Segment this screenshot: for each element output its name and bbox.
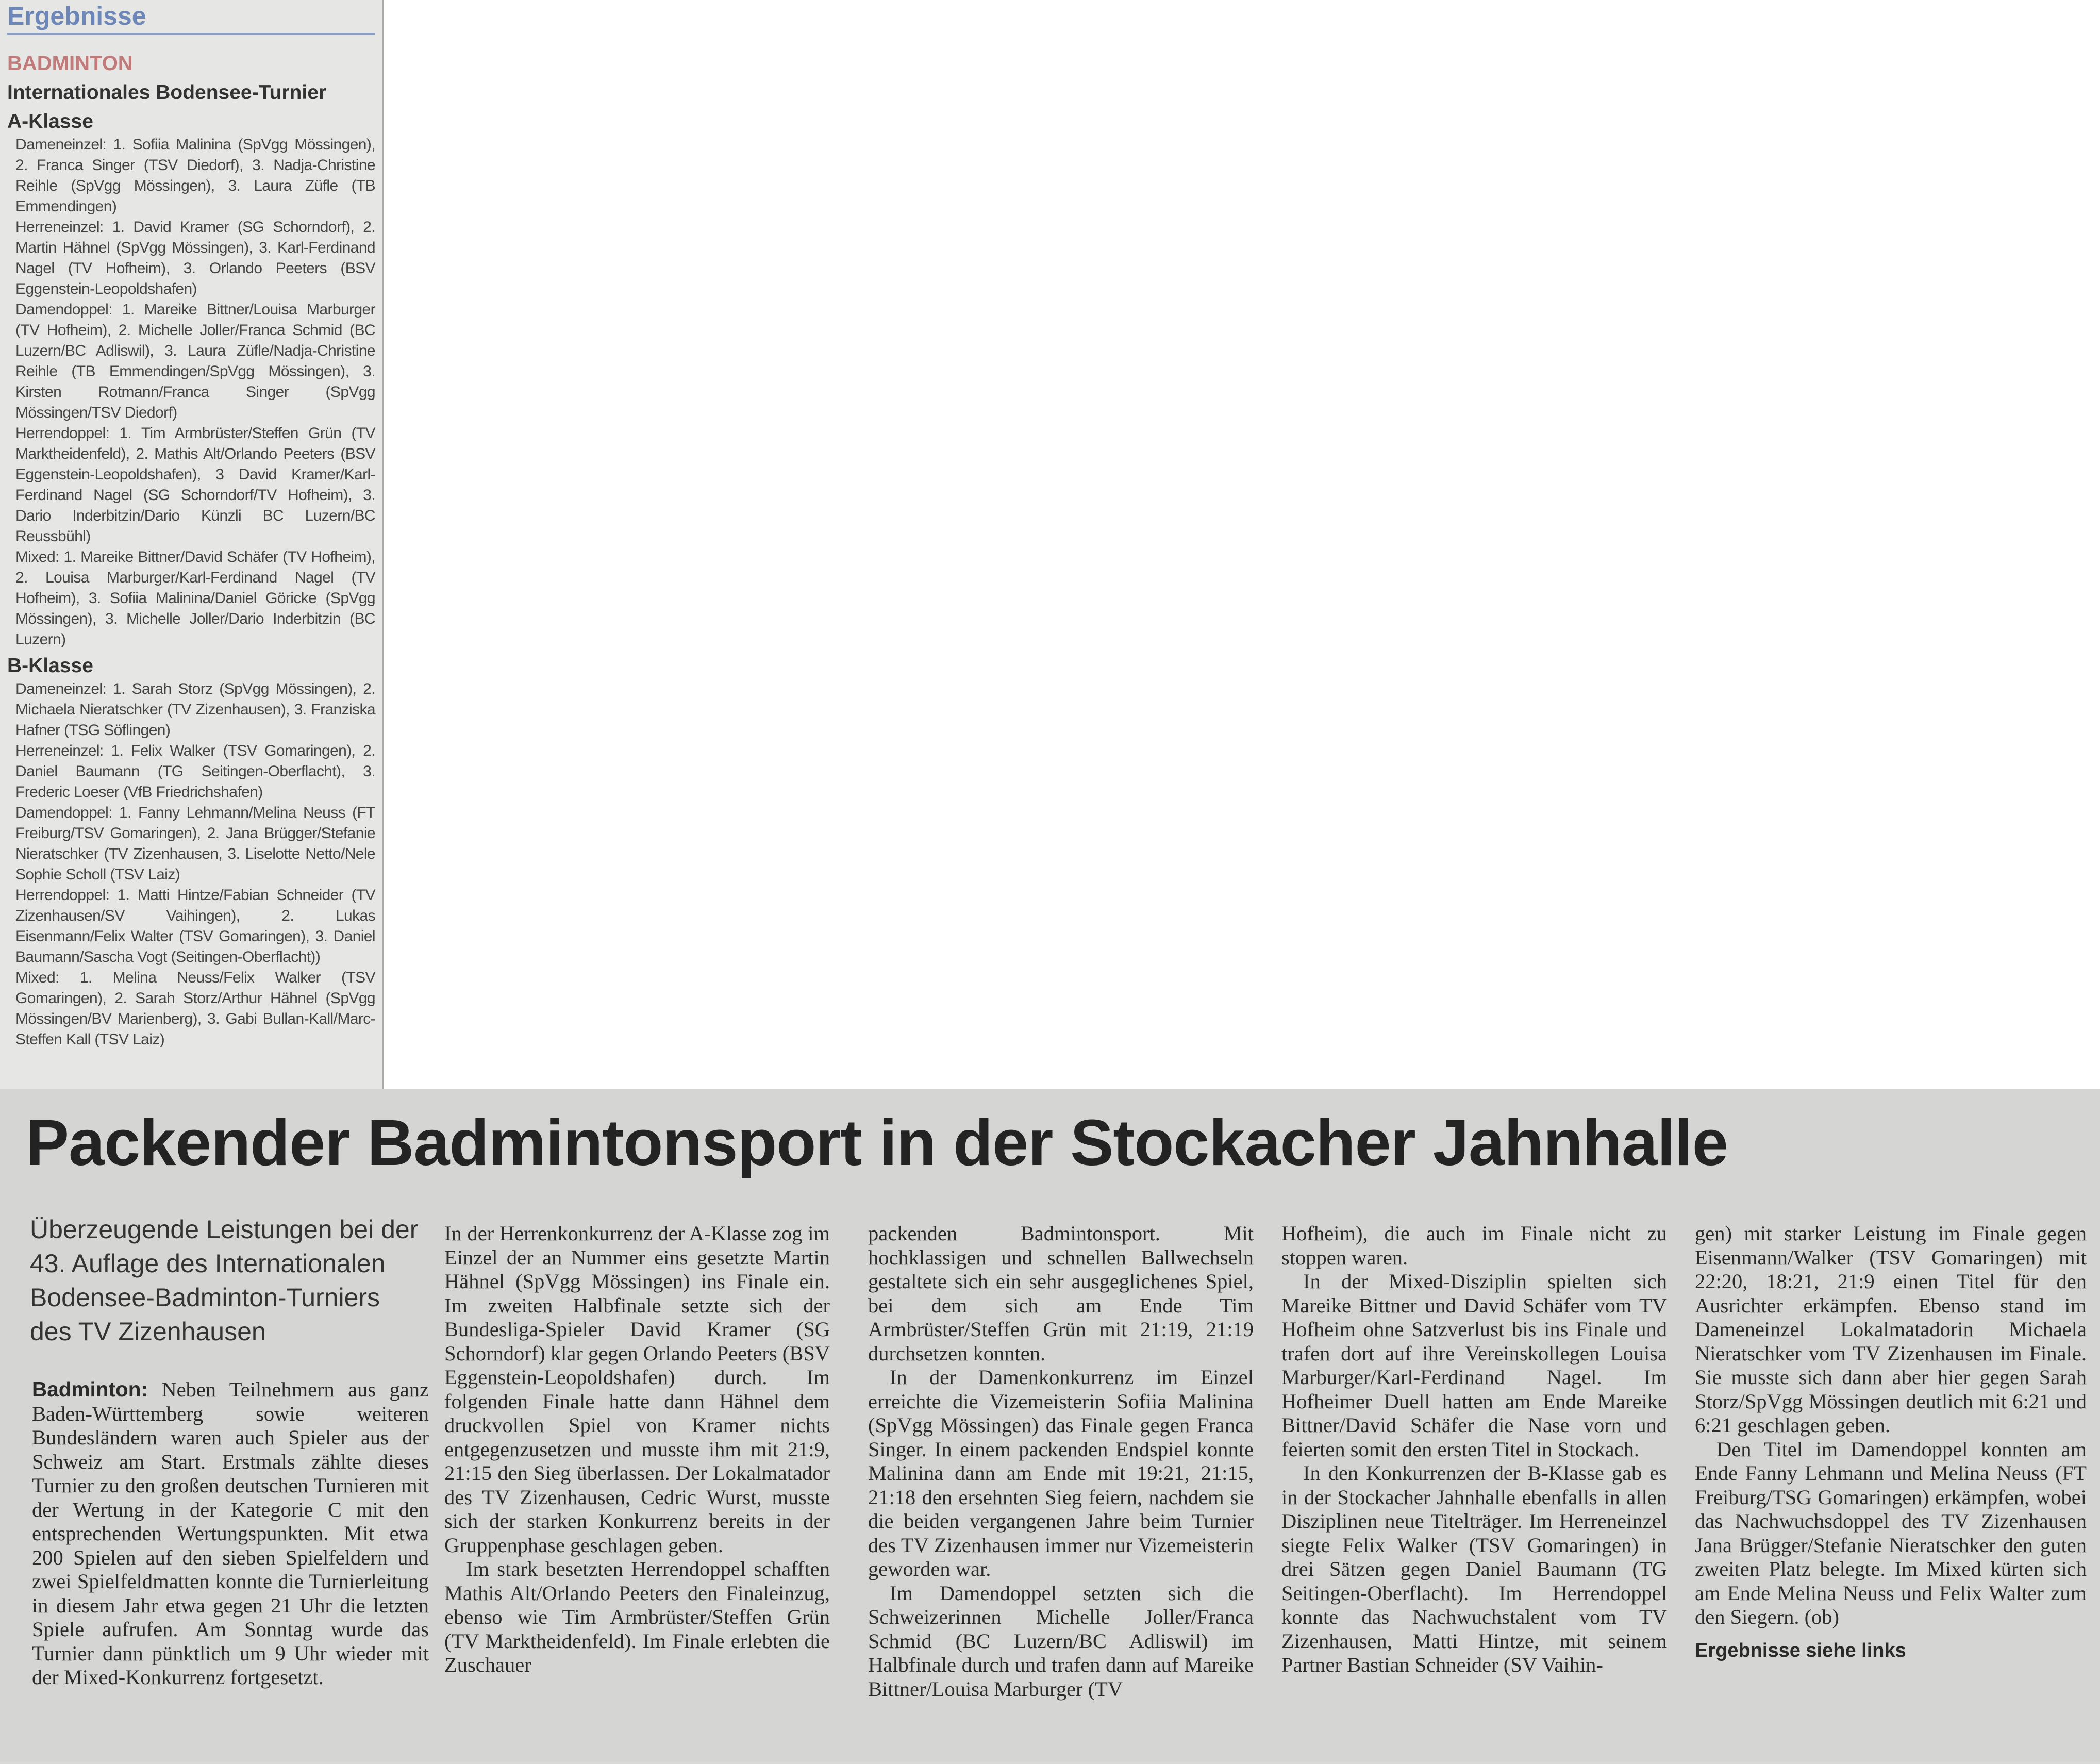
b-class-label: B-Klasse (7, 655, 93, 677)
results-heading: Ergebnisse (7, 2, 146, 30)
paragraph: In der Damenkonkurrenz im Einzel erreichte die Vizemeisterin Sofiia Malinina (SpVgg Mössingen) das Finale gegen Franca Singer. In einem packenden Endspiel konnte Malinina dann am Ende mit 19:21, 21:15, 21:18 den ersehnten Sieg feiern, nachdem sie die beiden vergangenen Jahre beim Turnier des TV Zizenhausen immer nur Vizemeisterin geworden war. (868, 1366, 1254, 1580)
result-entry: Herrendoppel: 1. Matti Hintze/Fabian Schneider (TV Zizenhausen/SV Vaihingen), 2. Lukas Eisenmann/Felix Walter (TSV Gomaringen), 3. Daniel Baumann/Sascha Vogt (Seitingen-Oberflacht)) (15, 887, 375, 966)
result-entry: Mixed: 1. Melina Neuss/Felix Walker (TSV Gomaringen), 2. Sarah Storz/Arthur Hähnel (SpVgg Mössingen/BV Marienberg), 3. Gabi Bullan-Kall/Marc-Steffen Kall (TSV Laiz) (15, 969, 375, 1048)
result-entry: Herrendoppel: 1. Tim Armbrüster/Steffen Grün (TV Marktheidenfeld), 2. Mathis Alt/Orlando Peeters (BSV Eggenstein-Leopoldshafen), 3 David Kramer/Karl-Ferdinand Nagel (SG Schorndorf/TV Hofheim), 3. Dario Inderbitzin/Dario Künzli BC Luzern/BC Reussbühl) (15, 425, 375, 545)
result-entry: Dameneinzel: 1. Sarah Storz (SpVgg Mössingen), 2. Michaela Nieratschker (TV Zizenhausen), 3. Franziska Hafner (TSG Söflingen) (15, 680, 375, 739)
results-column (0, 0, 384, 1089)
article-column-5 (1695, 1222, 2087, 1758)
paragraph: Im Damendoppel setzten sich die Schweizerinnen Michelle Joller/Franca Schmid (BC Luzern/BC Adliswil) im Halbfinale durch und trafen dann auf Mareike Bittner/Louisa Marburger (TV (868, 1581, 1254, 1701)
paragraph: Im stark besetzten Herrendoppel schafften Mathis Alt/Orlando Peeters den Finaleinzug, ebenso wie Tim Armbrüster/Steffen Grün (TV Marktheidenfeld). Im Finale erlebten die Zuschauer (444, 1557, 830, 1676)
lead-label: Badminton: (32, 1377, 148, 1401)
article-column-3 (868, 1222, 1254, 1758)
paragraph: Neben Teilnehmern aus ganz Baden-Württemberg sowie weiteren Bundesländern waren auch Spieler aus der Schweiz am Start. Erstmals zählte dieses Turnier zu den großen deutschen Turnieren mit der Wertung in der Kategorie C mit den entsprechenden Wertungspunkten. Mit etwa 200 Spielen auf den sieben Spielfeldern und zwei Spielfeldmatten konnte die Turnierleitung in diesem Jahr etwa gegen 21 Uhr die letzten Spiele aufrufen. Am Sonntag wurde das Turnier dann pünktlich um 9 Uhr wieder mit der Mixed-Konkurrenz fortgesetzt. (32, 1378, 429, 1689)
paragraph: In der Mixed-Disziplin spielten sich Mareike Bittner und David Schäfer vom TV Hofheim ohne Satzverlust bis ins Finale und trafen dort auf ihre Vereinskollegen Louisa Marburger/Karl-Ferdinand Nagel. Im Hofheimer Duell hatten am Ende Mareike Bittner/David Schäfer die Nase vorn und feierten somit den ersten Titel in Stockach. (1281, 1270, 1667, 1461)
blank-area (384, 0, 2100, 1089)
heading-rule (7, 33, 375, 35)
result-entry: Dameneinzel: 1. Sofiia Malinina (SpVgg Mössingen), 2. Franca Singer (TSV Diedorf), 3. Nadja-Christine Reihle (SpVgg Mössingen), 3. Laura Züfle (TB Emmendingen) (15, 136, 375, 215)
article (0, 1089, 2100, 1762)
result-entry: Herreneinzel: 1. Felix Walker (TSV Gomaringen), 2. Daniel Baumann (TG Seitingen-Oberflacht), 3. Frederic Loeser (VfB Friedrichshafen) (15, 742, 375, 801)
paragraph: Den Titel im Damendoppel konnten am Ende Fanny Lehmann und Melina Neuss (FT Freiburg/TSG Gomaringen) erkämpfen, wobei das Nachwuchsdoppel des TV Zizenhausen Jana Brügger/Stefanie Nieratschker den guten zweiten Platz belegte. Im Mixed kürten sich am Ende Melina Neuss und Felix Walter zum den Siegern. (ob) (1695, 1437, 2087, 1628)
result-entry: Herreneinzel: 1. David Kramer (SG Schorndorf), 2. Martin Hähnel (SpVgg Mössingen), 3. Karl-Ferdinand Nagel (TV Hofheim), 3. Orlando Peeters (BSV Eggenstein-Leopoldshafen) (15, 219, 375, 297)
see-results-note: Ergebnisse siehe links (1695, 1639, 1906, 1661)
paragraph: packenden Badmintonsport. Mit hochklassigen und schnellen Ballwechseln gestaltete sich ein sehr ausgeglichenes Spiel, bei dem sich am Ende Tim Armbrüster/Steffen Grün mit 21:19, 21:19 durchsetzen konnten. (868, 1222, 1254, 1365)
tournament-title: Internationales Bodensee-Turnier (7, 81, 327, 104)
article-column-1 (32, 1377, 429, 1764)
sport-label: BADMINTON (7, 52, 133, 75)
paragraph: In den Konkurrenzen der B-Klasse gab es in der Stockacher Jahnhalle ebenfalls in allen Disziplinen neue Titelträger. Im Herreneinzel siegte Felix Walker (TSV Gomaringen) in drei Sätzen gegen Daniel Baumann (TG Seitingen-Oberflacht). Im Herrendoppel konnte das Nachwuchstalent vom TV Zizenhausen, Matti Hintze, mit seinem Partner Bastian Schneider (SV Vaihin- (1281, 1461, 1667, 1676)
a-class-label: A-Klasse (7, 110, 93, 132)
article-headline: Packender Badmintonsport in der Stockacher Jahnhalle (26, 1106, 1728, 1179)
result-entry: Damendoppel: 1. Fanny Lehmann/Melina Neuss (FT Freiburg/TSV Gomaringen), 2. Jana Brügger/Stefanie Nieratschker (TV Zizenhausen, 3. Liselotte Netto/Nele Sophie Scholl (TSV Laiz) (15, 804, 375, 883)
article-column-4 (1281, 1222, 1667, 1758)
result-entry: Damendoppel: 1. Mareike Bittner/Louisa Marburger (TV Hofheim), 2. Michelle Joller/Franca Schmid (BC Luzern/BC Adliswil), 3. Laura Züfle/Nadja-Christine Reihle (TB Emmendingen/SpVgg Mössingen), 3. Kirsten Rotmann/Franca Singer (SpVgg Mössingen/TSV Diedorf) (15, 301, 375, 421)
article-column-2 (444, 1222, 830, 1758)
article-subtitle: Überzeugende Leistungen bei der 43. Auflage des Internationalen Bodensee-Badminton-Turniers des TV Zizenhausen (30, 1215, 419, 1346)
paragraph: In der Herrenkonkurrenz der A-Klasse zog im Einzel der an Nummer eins gesetzte Martin Hähnel (SpVgg Mössingen) ins Finale ein. Im zweiten Halbfinale setzte sich der Bundesliga-Spieler David Kramer (SG Schorndorf) klar gegen Orlando Peeters (BSV Eggenstein-Leopoldshafen) durch. Im folgenden Finale hatte dann Hähnel dem druckvollen Spiel von Kramer nichts entgegenzusetzen und musste ihm mit 21:9, 21:15 den Sieg überlassen. Der Lokalmatador des TV Zizenhausen, Cedric Wurst, musste sich der starken Konkurrenz bereits in der Gruppenphase geschlagen geben. (444, 1222, 830, 1557)
paragraph: Hofheim), die auch im Finale nicht zu stoppen waren. (1281, 1222, 1667, 1269)
paragraph: gen) mit starker Leistung im Finale gegen Eisenmann/Walker (TSV Gomaringen) mit 22:20, 18:21, 21:9 einen Titel für den Ausrichter erkämpfen. Ebenso stand im Dameneinzel Lokalmatadorin Michaela Nieratschker vom TV Zizenhausen im Finale. Sie musste sich dann aber hier gegen Sarah Storz/SpVgg Mössingen deutlich mit 6:21 und 6:21 geschlagen geben. (1695, 1222, 2087, 1437)
result-entry: Mixed: 1. Mareike Bittner/David Schäfer (TV Hofheim), 2. Louisa Marburger/Karl-Ferdinand Nagel (TV Hofheim), 3. Sofiia Malinina/Daniel Göricke (SpVgg Mössingen), 3. Michelle Joller/Dario Inderbitzin (BC Luzern) (15, 548, 375, 648)
